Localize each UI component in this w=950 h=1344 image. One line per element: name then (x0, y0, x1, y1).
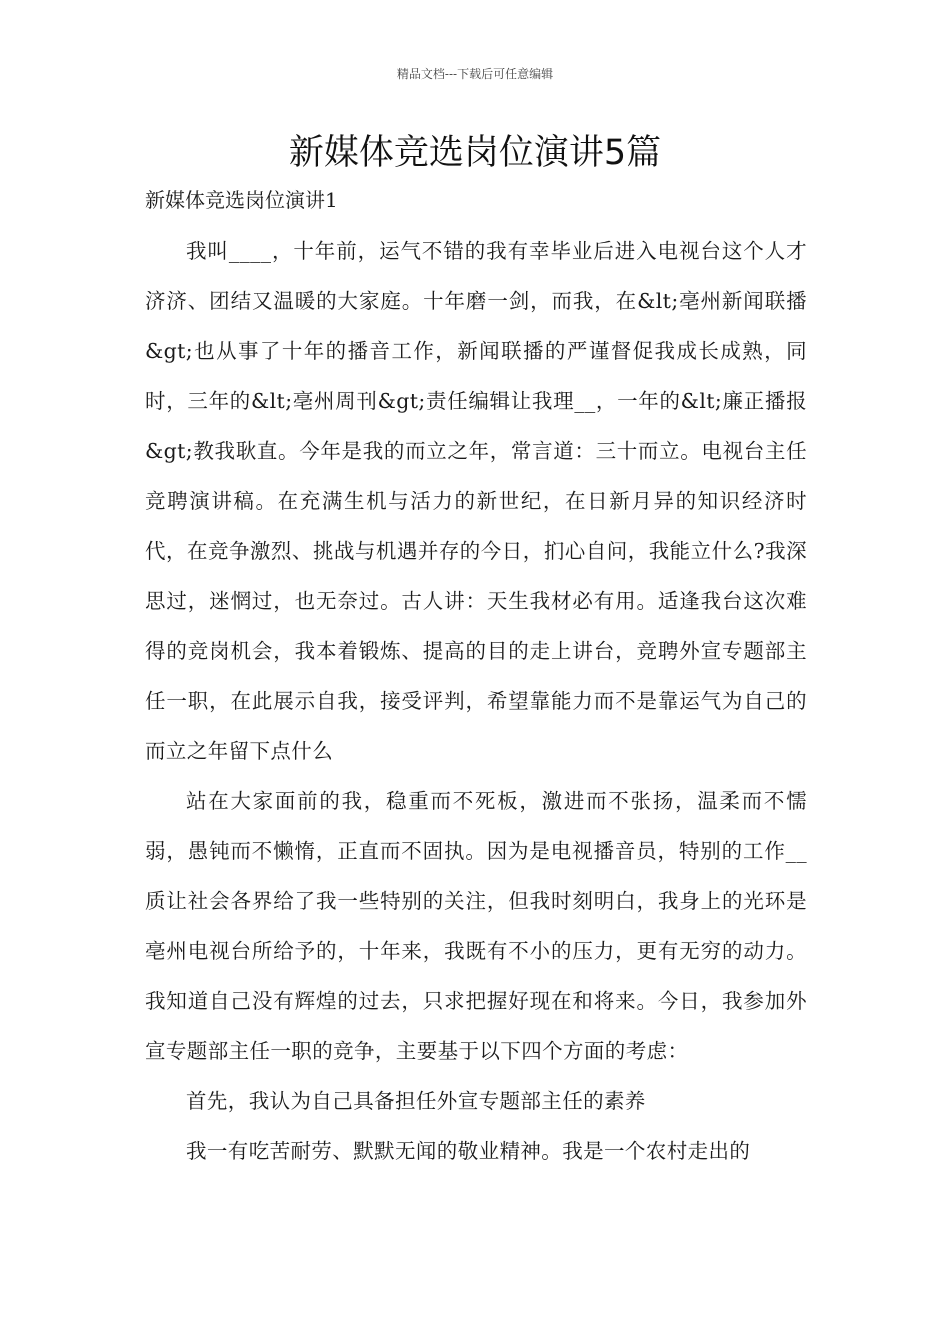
paragraph: 首先，我认为自己具备担任外宣专题部主任的素养 (186, 1089, 646, 1113)
paragraph: 站在大家面前的我，稳重而不死板，激进而不张扬，温柔而不懦弱，愚钝而不懒惰，正直而不固执。因为是电视播音员，特别的工作__质让社会各界给了我一些特别的关注，但我时刻明白，我身上的光环是亳州电视台所给予的，十年来，我既有不小的压力，更有无穷的动力。我知道自己没有辉煌的过去，只求把握好现在和将来。今日，我参加外宣专题部主任一职的竞争，主要基于以下四个方面的考虑： (145, 789, 807, 1063)
section-heading: 新媒体竞选岗位演讲1 (145, 188, 338, 212)
document-title: 新媒体竞选岗位演讲5篇 (288, 133, 662, 173)
document-body (145, 226, 807, 1176)
paragraph: 我叫____，十年前，运气不错的我有幸毕业后进入电视台这个人才济济、团结又温暖的大家庭。十年磨一剑，而我，在&lt;亳州新闻联播&gt;也从事了十年的播音工作，新闻联播的严谨督促我成长成熟，同时，三年的&lt;亳州周刊&gt;责任编辑让我理__，一年的&lt;廉正播报&gt;教我耿直。今年是我的而立之年，常言道：三十而立。电视台主任竞聘演讲稿。在充满生机与活力的新世纪，在日新月异的知识经济时代，在竞争激烈、挑战与机遇并存的今日，扪心自问，我能立什么?我深思过，迷惘过，也无奈过。古人讲：天生我材必有用。适逢我台这次难得的竞岗机会，我本着锻炼、提高的目的走上讲台，竞聘外宣专题部主任一职，在此展示自我，接受评判，希望靠能力而不是靠运气为自己的而立之年留下点什么 (145, 239, 807, 763)
page-header: 精品文档---下载后可任意编辑 (396, 67, 554, 81)
paragraph: 我一有吃苦耐劳、默默无闻的敬业精神。我是一个农村走出的 (186, 1139, 751, 1163)
